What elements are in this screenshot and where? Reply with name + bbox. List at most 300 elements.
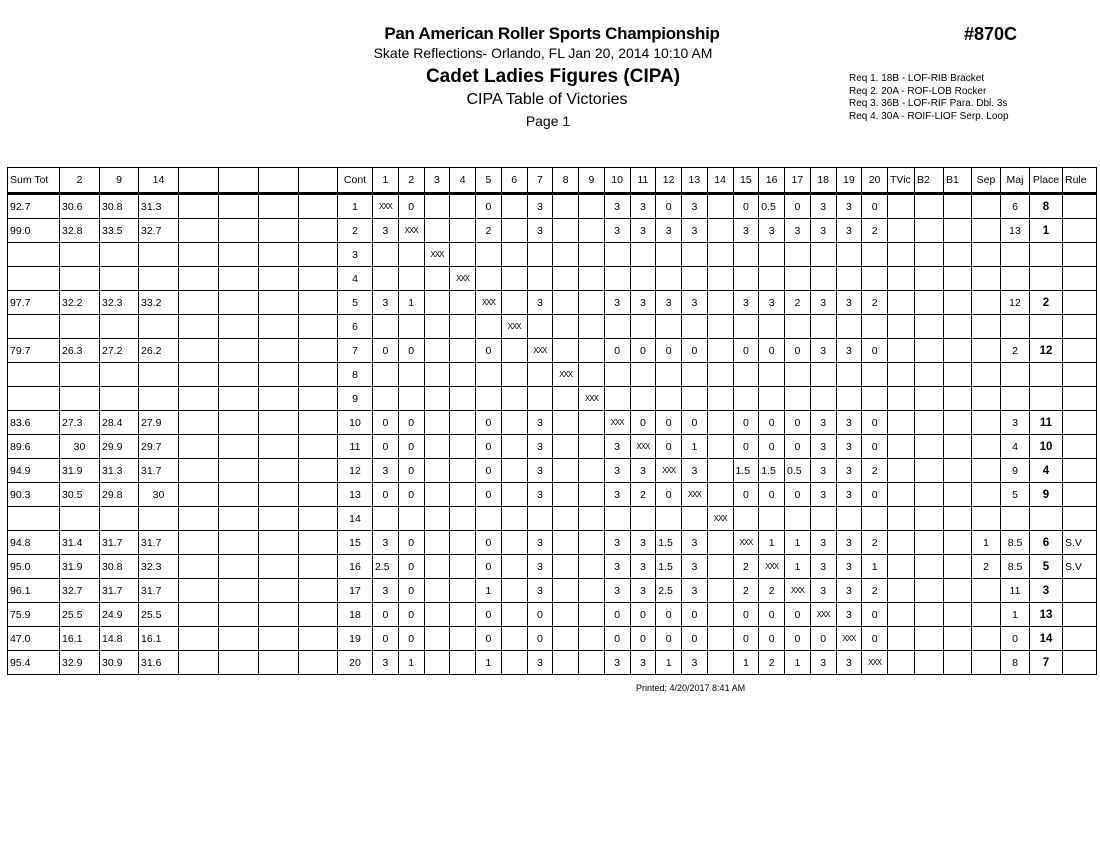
- table-cell: [450, 579, 476, 603]
- table-row: [8, 507, 1097, 531]
- table-cell: [707, 267, 733, 291]
- table-cell: [501, 411, 527, 435]
- table-cell: 16: [338, 555, 373, 579]
- table-cell: [915, 627, 944, 651]
- table-cell: 1: [656, 651, 682, 675]
- table-cell: 0: [398, 483, 424, 507]
- table-cell: [299, 291, 338, 315]
- table-cell: 3: [604, 219, 630, 243]
- table-cell: [259, 555, 299, 579]
- table-cell: [8, 363, 60, 387]
- table-cell: [139, 315, 179, 339]
- table-cell: [450, 291, 476, 315]
- table-cell: [579, 603, 605, 627]
- table-cell: [139, 363, 179, 387]
- table-cell: 30.8: [100, 555, 139, 579]
- table-cell: 0: [682, 603, 708, 627]
- table-cell: 3: [527, 555, 553, 579]
- table-cell: 3: [759, 219, 785, 243]
- table-cell: 0: [527, 627, 553, 651]
- table-cell: 0: [476, 435, 502, 459]
- table-cell: 3: [656, 219, 682, 243]
- table-cell: [888, 291, 915, 315]
- place-cell: [1030, 507, 1063, 531]
- table-cell: 31.7: [139, 531, 179, 555]
- table-cell: [179, 194, 219, 219]
- table-cell: 0: [785, 435, 811, 459]
- self-mark-cell: XXX: [579, 387, 605, 411]
- table-cell: [1001, 387, 1030, 411]
- table-cell: [8, 243, 60, 267]
- table-cell: 0: [682, 411, 708, 435]
- table-cell: [915, 339, 944, 363]
- table-cell: [553, 603, 579, 627]
- table-cell: 3: [836, 579, 862, 603]
- table-cell: [553, 387, 579, 411]
- table-cell: 0: [476, 531, 502, 555]
- table-cell: [553, 435, 579, 459]
- table-cell: [1063, 315, 1097, 339]
- table-cell: 29.9: [100, 435, 139, 459]
- table-cell: [915, 267, 944, 291]
- table-cell: [60, 507, 100, 531]
- table-cell: 0: [398, 627, 424, 651]
- table-cell: [972, 411, 1001, 435]
- table-cell: 26.3: [60, 339, 100, 363]
- table-cell: 0: [785, 603, 811, 627]
- table-cell: 0: [862, 194, 888, 219]
- requirement: Req 1. 18B - LOF-RIB Bracket: [849, 73, 985, 84]
- table-cell: 3: [630, 579, 656, 603]
- table-cell: 20: [338, 651, 373, 675]
- table-cell: 30.8: [100, 194, 139, 219]
- table-cell: [553, 483, 579, 507]
- table-cell: [450, 194, 476, 219]
- table-cell: [553, 579, 579, 603]
- table-cell: 94.9: [8, 459, 60, 483]
- table-cell: [8, 387, 60, 411]
- table-cell: [476, 363, 502, 387]
- table-cell: 3: [836, 555, 862, 579]
- table-cell: [179, 579, 219, 603]
- table-cell: [707, 315, 733, 339]
- table-cell: [579, 531, 605, 555]
- table-cell: [299, 411, 338, 435]
- table-cell: [259, 411, 299, 435]
- table-cell: 2: [338, 219, 373, 243]
- table-cell: [579, 411, 605, 435]
- table-cell: [972, 363, 1001, 387]
- self-mark-cell: XXX: [476, 291, 502, 315]
- table-cell: [944, 459, 972, 483]
- table-cell: [862, 267, 888, 291]
- table-cell: [759, 315, 785, 339]
- table-cell: [553, 315, 579, 339]
- table-cell: 1.5: [759, 459, 785, 483]
- table-cell: 3: [604, 291, 630, 315]
- table-cell: [501, 555, 527, 579]
- self-mark-cell: XXX: [630, 435, 656, 459]
- table-cell: [604, 363, 630, 387]
- table-cell: 0: [476, 411, 502, 435]
- table-cell: [179, 363, 219, 387]
- table-cell: [179, 339, 219, 363]
- table-cell: 0: [759, 603, 785, 627]
- table-cell: [259, 194, 299, 219]
- table-cell: 3: [836, 411, 862, 435]
- table-cell: [604, 243, 630, 267]
- table-cell: 30.6: [60, 194, 100, 219]
- table-cell: 29.8: [100, 483, 139, 507]
- table-cell: [299, 555, 338, 579]
- table-cell: 0: [373, 411, 399, 435]
- event-title: Cadet Ladies Figures (CIPA): [425, 66, 681, 87]
- table-cell: [450, 507, 476, 531]
- table-cell: [398, 315, 424, 339]
- table-cell: [179, 291, 219, 315]
- table-cell: [299, 459, 338, 483]
- table-cell: [501, 291, 527, 315]
- table-row: [8, 603, 1097, 627]
- table-cell: 0: [398, 435, 424, 459]
- place-cell: 4: [1030, 459, 1063, 483]
- column-header: 11: [630, 168, 656, 194]
- table-cell: [915, 194, 944, 219]
- table-cell: [527, 243, 553, 267]
- victories-table: [7, 167, 1097, 675]
- table-cell: [1063, 267, 1097, 291]
- table-cell: [398, 387, 424, 411]
- table-cell: [219, 194, 259, 219]
- table-cell: 0: [862, 339, 888, 363]
- table-cell: [139, 243, 179, 267]
- table-cell: [888, 363, 915, 387]
- self-mark-cell: XXX: [862, 651, 888, 675]
- table-cell: [888, 531, 915, 555]
- place-cell: 9: [1030, 483, 1063, 507]
- table-cell: 25.5: [139, 603, 179, 627]
- table-cell: [944, 291, 972, 315]
- table-cell: 3: [836, 651, 862, 675]
- table-cell: [259, 651, 299, 675]
- table-cell: 2.5: [373, 555, 399, 579]
- table-cell: 29.7: [139, 435, 179, 459]
- table-cell: 6: [338, 315, 373, 339]
- table-cell: 2: [862, 531, 888, 555]
- table-cell: [707, 579, 733, 603]
- table-cell: 8: [1001, 651, 1030, 675]
- table-cell: 14: [338, 507, 373, 531]
- table-cell: [682, 243, 708, 267]
- table-cell: [450, 243, 476, 267]
- table-cell: [553, 555, 579, 579]
- table-cell: 90.3: [8, 483, 60, 507]
- table-cell: [1063, 627, 1097, 651]
- place-cell: [1030, 363, 1063, 387]
- table-cell: [888, 459, 915, 483]
- table-cell: 0.5: [759, 194, 785, 219]
- table-cell: 0: [733, 627, 759, 651]
- table-cell: [553, 267, 579, 291]
- table-cell: 3: [810, 459, 836, 483]
- table-cell: [707, 411, 733, 435]
- table-cell: [707, 219, 733, 243]
- self-mark-cell: XXX: [373, 194, 399, 219]
- table-cell: 75.9: [8, 603, 60, 627]
- table-row: [8, 531, 1097, 555]
- place-cell: 5: [1030, 555, 1063, 579]
- table-cell: [944, 603, 972, 627]
- table-cell: [707, 627, 733, 651]
- table-cell: 13: [338, 483, 373, 507]
- table-cell: [259, 579, 299, 603]
- table-cell: [398, 363, 424, 387]
- table-cell: [707, 555, 733, 579]
- table-cell: [373, 363, 399, 387]
- table-cell: 3: [810, 411, 836, 435]
- place-cell: [1030, 243, 1063, 267]
- table-cell: [579, 243, 605, 267]
- table-cell: 3: [373, 459, 399, 483]
- table-cell: [656, 243, 682, 267]
- table-cell: 28.4: [100, 411, 139, 435]
- table-cell: [972, 435, 1001, 459]
- table-cell: [944, 555, 972, 579]
- self-mark-cell: XXX: [604, 411, 630, 435]
- table-cell: [1063, 507, 1097, 531]
- column-header: Sum Tot: [8, 168, 60, 194]
- table-cell: 3: [630, 219, 656, 243]
- table-cell: [1063, 603, 1097, 627]
- table-cell: [579, 435, 605, 459]
- table-cell: [915, 507, 944, 531]
- table-cell: [630, 507, 656, 531]
- table-cell: [888, 435, 915, 459]
- table-cell: 30: [60, 435, 100, 459]
- table-cell: 3: [682, 555, 708, 579]
- table-cell: 97.7: [8, 291, 60, 315]
- requirement: Req 2. 20A - ROF-LOB Rocker: [849, 85, 987, 97]
- table-cell: [259, 243, 299, 267]
- table-cell: [944, 507, 972, 531]
- table-cell: [888, 315, 915, 339]
- table-cell: 1: [759, 531, 785, 555]
- table-cell: [707, 483, 733, 507]
- table-cell: [915, 411, 944, 435]
- self-mark-cell: XXX: [450, 267, 476, 291]
- table-cell: [139, 507, 179, 531]
- column-header: Place: [1030, 168, 1063, 194]
- table-cell: [707, 387, 733, 411]
- table-cell: [915, 291, 944, 315]
- table-cell: 0: [785, 627, 811, 651]
- table-cell: 31.9: [60, 459, 100, 483]
- table-cell: [450, 411, 476, 435]
- table-cell: [501, 387, 527, 411]
- table-cell: 3: [604, 194, 630, 219]
- place-cell: 13: [1030, 603, 1063, 627]
- column-header: Rule: [1063, 168, 1097, 194]
- self-mark-cell: XXX: [553, 363, 579, 387]
- table-cell: [1001, 363, 1030, 387]
- requirements-list: [849, 73, 1009, 123]
- table-cell: 0: [373, 603, 399, 627]
- table-cell: 0: [398, 411, 424, 435]
- table-cell: [862, 387, 888, 411]
- table-cell: [100, 315, 139, 339]
- table-cell: [8, 267, 60, 291]
- table-cell: 99.0: [8, 219, 60, 243]
- table-cell: 9: [338, 387, 373, 411]
- table-cell: [759, 387, 785, 411]
- table-cell: 32.9: [60, 651, 100, 675]
- table-cell: [179, 315, 219, 339]
- column-header: 16: [759, 168, 785, 194]
- table-cell: [179, 267, 219, 291]
- table-cell: 7: [338, 339, 373, 363]
- table-cell: [299, 603, 338, 627]
- column-header: Maj: [1001, 168, 1030, 194]
- table-cell: [630, 243, 656, 267]
- table-cell: [604, 315, 630, 339]
- table-cell: [299, 531, 338, 555]
- table-cell: [259, 291, 299, 315]
- table-cell: [888, 339, 915, 363]
- column-header: 7: [527, 168, 553, 194]
- table-cell: 0: [373, 339, 399, 363]
- table-cell: 27.3: [60, 411, 100, 435]
- table-cell: 32.7: [139, 219, 179, 243]
- self-mark-cell: XXX: [527, 339, 553, 363]
- column-header: Sep: [972, 168, 1001, 194]
- table-cell: 33.5: [100, 219, 139, 243]
- table-cell: [707, 339, 733, 363]
- table-cell: [553, 243, 579, 267]
- table-cell: [299, 627, 338, 651]
- table-cell: 47.0: [8, 627, 60, 651]
- table-cell: [707, 459, 733, 483]
- self-mark-cell: XXX: [707, 507, 733, 531]
- table-cell: [1063, 291, 1097, 315]
- table-cell: [915, 243, 944, 267]
- table-cell: [501, 531, 527, 555]
- table-cell: [888, 267, 915, 291]
- table-cell: [424, 435, 450, 459]
- table-cell: [476, 387, 502, 411]
- table-cell: [944, 411, 972, 435]
- table-cell: [944, 531, 972, 555]
- table-cell: [424, 194, 450, 219]
- table-cell: 1: [398, 651, 424, 675]
- table-cell: 0: [630, 603, 656, 627]
- table-cell: [424, 579, 450, 603]
- table-cell: 0: [733, 411, 759, 435]
- event-number: #870C: [964, 24, 1018, 44]
- table-cell: 0: [604, 627, 630, 651]
- table-cell: 0: [398, 459, 424, 483]
- table-cell: 31.7: [100, 531, 139, 555]
- table-cell: 15: [338, 531, 373, 555]
- table-cell: [1001, 267, 1030, 291]
- table-cell: [915, 315, 944, 339]
- table-cell: 8.5: [1001, 531, 1030, 555]
- table-cell: [682, 267, 708, 291]
- table-cell: [179, 627, 219, 651]
- table-cell: 30: [139, 483, 179, 507]
- table-cell: [299, 651, 338, 675]
- table-cell: 1: [398, 291, 424, 315]
- table-cell: [501, 579, 527, 603]
- table-cell: [579, 315, 605, 339]
- table-cell: 13: [1001, 219, 1030, 243]
- place-cell: [1030, 387, 1063, 411]
- self-mark-cell: XXX: [810, 603, 836, 627]
- table-cell: [179, 243, 219, 267]
- table-cell: 3: [836, 483, 862, 507]
- table-cell: 1: [972, 531, 1001, 555]
- table-cell: 16.1: [139, 627, 179, 651]
- table-cell: 2: [862, 291, 888, 315]
- table-row: [8, 291, 1097, 315]
- table-cell: [1063, 483, 1097, 507]
- table-cell: [259, 387, 299, 411]
- table-cell: [785, 315, 811, 339]
- column-header: 13: [682, 168, 708, 194]
- table-cell: [915, 219, 944, 243]
- table-cell: [707, 363, 733, 387]
- table-cell: 0: [398, 531, 424, 555]
- table-cell: [373, 243, 399, 267]
- table-cell: [450, 435, 476, 459]
- table-cell: 33.2: [139, 291, 179, 315]
- table-cell: [972, 315, 1001, 339]
- table-cell: [398, 267, 424, 291]
- table-cell: [450, 603, 476, 627]
- table-cell: 5: [338, 291, 373, 315]
- table-cell: [888, 194, 915, 219]
- table-cell: 0: [373, 435, 399, 459]
- table-cell: [450, 555, 476, 579]
- table-cell: [299, 507, 338, 531]
- table-cell: [219, 531, 259, 555]
- table-cell: [219, 363, 259, 387]
- table-cell: [785, 507, 811, 531]
- table-cell: 1: [785, 531, 811, 555]
- table-cell: 17: [338, 579, 373, 603]
- table-cell: 3: [733, 291, 759, 315]
- table-cell: 1: [338, 194, 373, 219]
- table-cell: 30.5: [60, 483, 100, 507]
- place-cell: [1030, 267, 1063, 291]
- table-cell: [785, 243, 811, 267]
- table-cell: [373, 507, 399, 531]
- table-cell: [60, 267, 100, 291]
- table-cell: 5: [1001, 483, 1030, 507]
- table-cell: 1.5: [733, 459, 759, 483]
- table-cell: [707, 243, 733, 267]
- self-mark-cell: XXX: [656, 459, 682, 483]
- table-cell: [450, 483, 476, 507]
- table-cell: 3: [604, 435, 630, 459]
- table-cell: 3: [630, 531, 656, 555]
- table-cell: [944, 267, 972, 291]
- championship-title: Pan American Roller Sports Championship: [384, 24, 720, 43]
- table-cell: 3: [527, 219, 553, 243]
- column-header: B2: [915, 168, 944, 194]
- table-row: [8, 459, 1097, 483]
- table-cell: 3: [527, 459, 553, 483]
- place-cell: 14: [1030, 627, 1063, 651]
